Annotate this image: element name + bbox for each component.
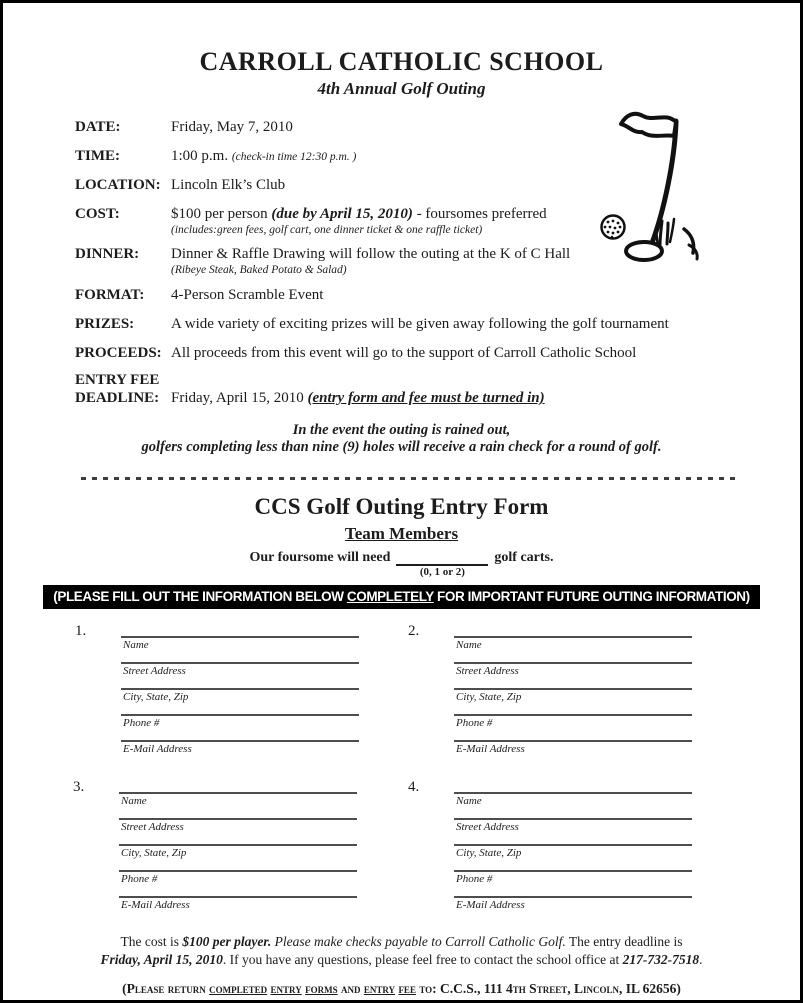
- prizes-value: A wide variety of exciting prizes will be given away following the golf tournament: [171, 316, 669, 332]
- proceeds-value: All proceeds from this event will go to the support of Carroll Catholic School: [171, 345, 637, 361]
- date-value: Friday, May 7, 2010: [171, 119, 293, 135]
- dinner-value: Dinner & Raffle Drawing will follow the outing at the K of C Hall: [171, 246, 571, 262]
- dinner-label: DINNER:: [75, 246, 140, 262]
- email-input-line[interactable]: [121, 727, 359, 742]
- field-label-city: City, State, Zip: [456, 847, 522, 859]
- field-label-email: E-Mail Address: [123, 743, 192, 755]
- field-label-phone: Phone #: [456, 717, 493, 729]
- team-members-heading: Team Members: [344, 524, 459, 543]
- rain-notice-line2: golfers completing less than nine (9) holes will receive a rain check for a round of golf.: [141, 439, 662, 455]
- street-input-line[interactable]: [454, 805, 692, 820]
- member-block-4: [408, 779, 692, 909]
- format-label: FORMAT:: [75, 287, 145, 303]
- member-fields: [454, 779, 692, 909]
- footer-note: [3, 933, 800, 968]
- field-label-email: E-Mail Address: [456, 743, 525, 755]
- time-note: (check-in time 12:30 p.m. ): [231, 151, 357, 163]
- field-label-city: City, State, Zip: [456, 691, 522, 703]
- location-label: LOCATION:: [75, 177, 161, 193]
- format-value: 4-Person Scramble Event: [171, 287, 324, 303]
- flag-icon: [621, 114, 676, 136]
- golf-carts-line: [3, 550, 800, 578]
- member-block-2: [408, 623, 692, 753]
- field-label-email: E-Mail Address: [456, 899, 525, 911]
- location-value: Lincoln Elk’s Club: [171, 177, 286, 193]
- street-input-line[interactable]: [121, 649, 359, 664]
- dashed-separator: [81, 477, 738, 480]
- field-label-name: Name: [456, 795, 482, 807]
- detail-row-format: [75, 287, 323, 304]
- field-label-street: Street Address: [456, 665, 519, 677]
- proceeds-label: PROCEEDS:: [75, 345, 162, 361]
- header: [3, 47, 800, 99]
- field-label-phone: Phone #: [123, 717, 160, 729]
- member-number: 2.: [408, 623, 420, 639]
- dinner-note: (Ribeye Steak, Baked Potato & Salad): [171, 264, 347, 276]
- rain-notice-line1: In the event the outing is rained out,: [292, 422, 511, 438]
- detail-row-date: [75, 119, 293, 136]
- city-input-line[interactable]: [454, 831, 692, 846]
- time-label: TIME:: [75, 148, 120, 164]
- email-input-line[interactable]: [454, 727, 692, 742]
- detail-row-location: [75, 177, 285, 194]
- entry-form-title: CCS Golf Outing Entry Form: [254, 494, 549, 519]
- field-label-name: Name: [121, 795, 147, 807]
- golf-flag-illustration: [588, 109, 718, 267]
- time-value: 1:00 p.m.: [171, 148, 232, 164]
- street-input-line[interactable]: [454, 649, 692, 664]
- field-label-street: Street Address: [123, 665, 186, 677]
- golf-hole-icon: [626, 242, 662, 260]
- deadline-value: Friday, April 15, 2010 (entry form and fee must be turned in): [171, 390, 545, 406]
- member-fields: [121, 623, 359, 753]
- member-fields: [119, 779, 357, 909]
- detail-row-proceeds: [75, 345, 636, 362]
- street-input-line[interactable]: [119, 805, 357, 820]
- detail-row-deadline: [75, 371, 545, 407]
- name-input-line[interactable]: [454, 779, 692, 794]
- member-number: 4.: [408, 779, 420, 795]
- detail-row-cost: [75, 206, 547, 236]
- detail-row-prizes: [75, 316, 669, 333]
- field-label-city: City, State, Zip: [121, 847, 187, 859]
- footer-note-line1: The cost is $100 per player. Please make checks payable to Carroll Catholic Golf. The entry deadline is: [120, 934, 683, 949]
- page-title: CARROLL CATHOLIC SCHOOL: [199, 47, 604, 76]
- page-subtitle: 4th Annual Golf Outing: [317, 79, 486, 98]
- name-input-line[interactable]: [119, 779, 357, 794]
- phone-input-line[interactable]: [454, 701, 692, 716]
- date-label: DATE:: [75, 119, 121, 135]
- carts-prefix: Our foursome will need: [249, 550, 391, 565]
- phone-input-line[interactable]: [454, 857, 692, 872]
- rain-notice: [3, 422, 800, 456]
- field-label-phone: Phone #: [456, 873, 493, 885]
- email-input-line[interactable]: [119, 883, 357, 898]
- info-banner: (PLEASE FILL OUT THE INFORMATION BELOW COMPLETELY FOR IMPORTANT FUTURE OUTING INFORMATION): [43, 585, 760, 609]
- field-label-street: Street Address: [121, 821, 184, 833]
- member-fields: [454, 623, 692, 753]
- phone-input-line[interactable]: [119, 857, 357, 872]
- golf-carts-blank[interactable]: [396, 550, 488, 578]
- phone-input-line[interactable]: [121, 701, 359, 716]
- detail-row-dinner: [75, 246, 570, 276]
- field-label-phone: Phone #: [121, 873, 158, 885]
- field-label-name: Name: [123, 639, 149, 651]
- cost-note: (includes:green fees, golf cart, one dinner ticket & one raffle ticket): [171, 224, 483, 236]
- return-instruction: (Please return completed entry forms and entry fee to: C.C.S., 111 4th Street, Lincoln, IL 62656): [122, 981, 681, 996]
- carts-suffix: golf carts.: [494, 550, 554, 565]
- field-label-city: City, State, Zip: [123, 691, 189, 703]
- cost-value: $100 per person (due by April 15, 2010) - foursomes preferred: [171, 206, 547, 222]
- field-label-street: Street Address: [456, 821, 519, 833]
- detail-row-time: [75, 148, 356, 165]
- deadline-label: ENTRY FEE DEADLINE:: [75, 372, 160, 406]
- footer-note-line2: Friday, April 15, 2010. If you have any questions, please feel free to contact the school office at 217-732-7518.: [100, 951, 703, 967]
- name-input-line[interactable]: [121, 623, 359, 638]
- member-block-3: [73, 779, 357, 909]
- field-label-email: E-Mail Address: [121, 899, 190, 911]
- member-number: 3.: [73, 779, 85, 795]
- city-input-line[interactable]: [119, 831, 357, 846]
- prizes-label: PRIZES:: [75, 316, 135, 332]
- member-block-1: [75, 623, 359, 753]
- city-input-line[interactable]: [121, 675, 359, 690]
- member-number: 1.: [75, 623, 87, 639]
- carts-hint: (0, 1 or 2): [419, 566, 465, 578]
- cost-label: COST:: [75, 206, 120, 222]
- city-input-line[interactable]: [454, 675, 692, 690]
- email-input-line[interactable]: [454, 883, 692, 898]
- field-label-name: Name: [456, 639, 482, 651]
- name-input-line[interactable]: [454, 623, 692, 638]
